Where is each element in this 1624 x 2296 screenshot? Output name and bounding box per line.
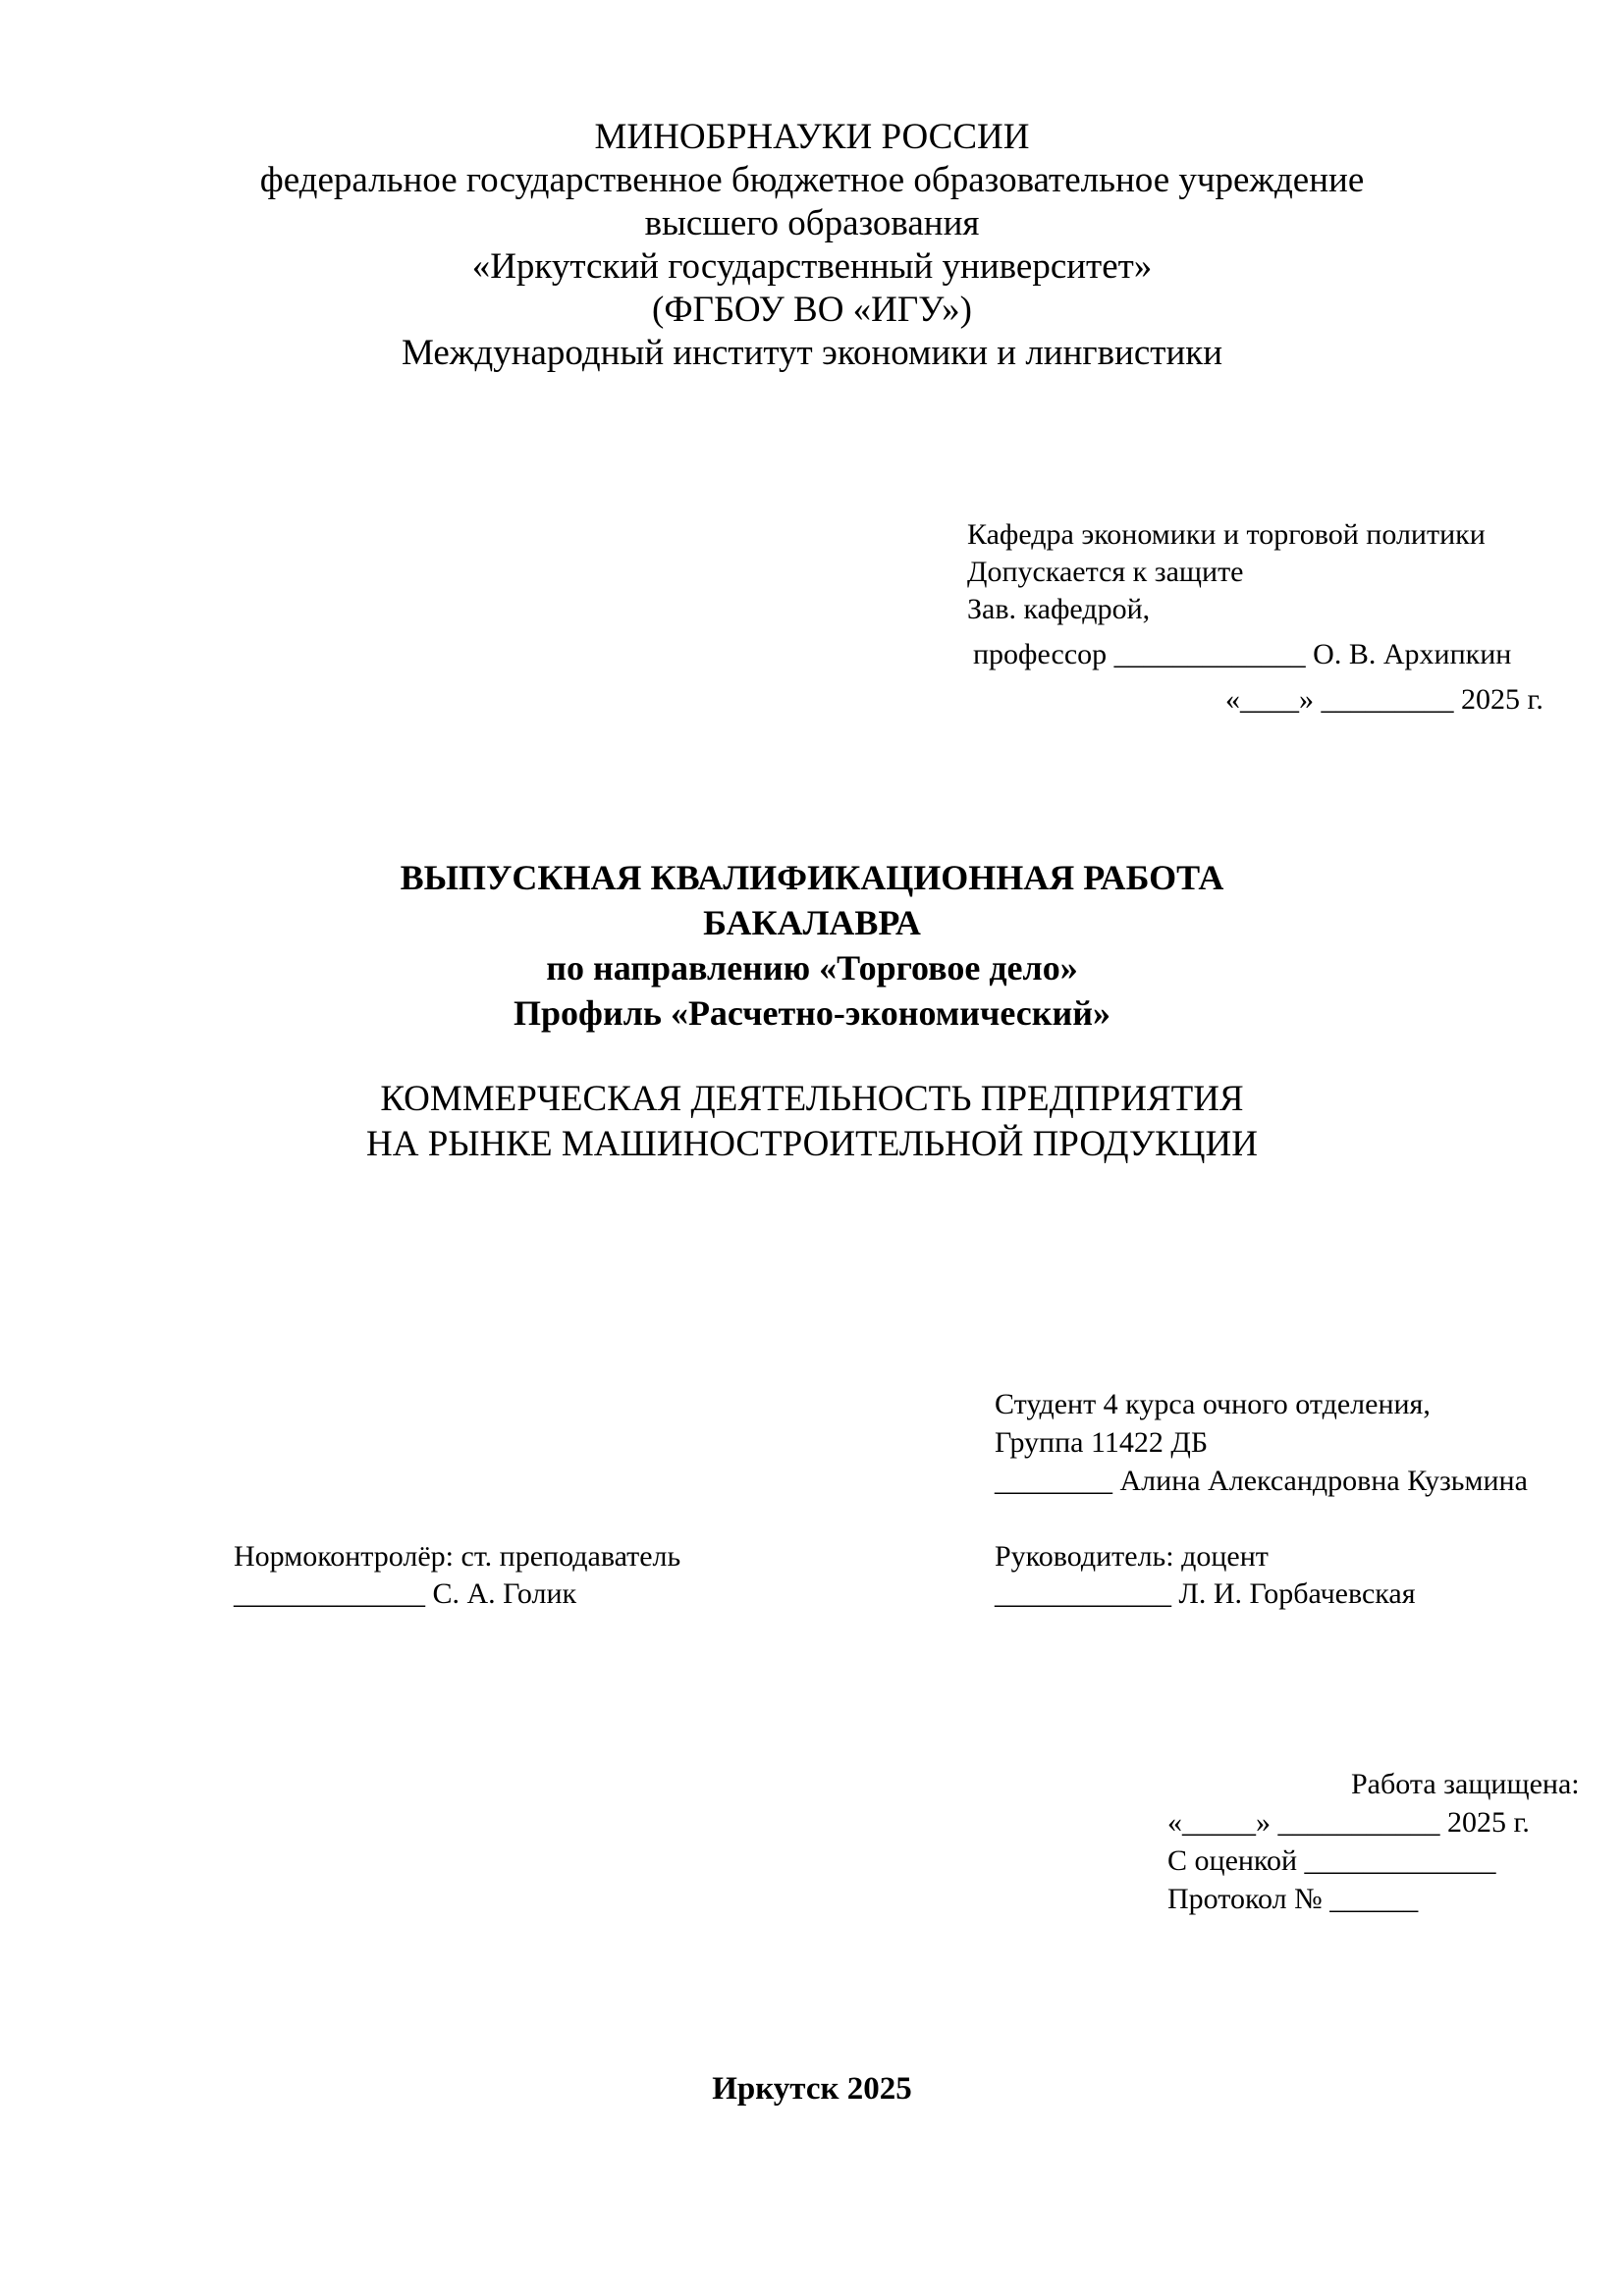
department-name: Кафедра экономики и торговой политики bbox=[967, 518, 1486, 551]
defense-status: Работа защищена: bbox=[1351, 1768, 1580, 1800]
professor-signature-line: профессор _____________ О. В. Архипкин bbox=[973, 638, 1512, 670]
topic-line-2: НА РЫНКЕ МАШИНОСТРОИТЕЛЬНОЙ ПРОДУКЦИИ bbox=[366, 1124, 1258, 1164]
admitted-to-defense: Допускается к защите bbox=[967, 556, 1244, 588]
direction-title: по направлению «Торговое дело» bbox=[546, 948, 1078, 988]
defense-grade-line: С оценкой _____________ bbox=[1167, 1844, 1496, 1877]
topic-line-1: КОММЕРЧЕСКАЯ ДЕЯТЕЛЬНОСТЬ ПРЕДПРИЯТИЯ bbox=[380, 1079, 1244, 1119]
institution-type: федеральное государственное бюджетное образовательное учреждение bbox=[259, 160, 1365, 200]
degree-title: БАКАЛАВРА bbox=[703, 903, 921, 942]
normcontroller-signature-line: _____________ С. А. Голик bbox=[234, 1577, 577, 1610]
defense-date-line: «_____» ___________ 2025 г. bbox=[1167, 1806, 1530, 1839]
work-type-title: ВЫПУСКНАЯ КВАЛИФИКАЦИОННАЯ РАБОТА bbox=[400, 858, 1224, 897]
approval-date-line: «____» _________ 2025 г. bbox=[1225, 683, 1543, 716]
normcontroller-title: Нормоконтролёр: ст. преподаватель bbox=[234, 1540, 681, 1573]
ministry-name: МИНОБРНАУКИ РОССИИ bbox=[594, 117, 1030, 157]
student-group: Группа 11422 ДБ bbox=[995, 1426, 1209, 1459]
education-level: высшего образования bbox=[644, 203, 980, 243]
supervisor-signature-line: ____________ Л. И. Горбачевская bbox=[995, 1577, 1416, 1610]
student-signature-line: ________ Алина Александровна Кузьмина bbox=[995, 1465, 1528, 1497]
profile-title: Профиль «Расчетно-экономический» bbox=[514, 993, 1110, 1033]
university-name: «Иркутский государственный университет» bbox=[471, 246, 1153, 287]
city-year: Иркутск 2025 bbox=[712, 2071, 912, 2107]
defense-protocol-line: Протокол № ______ bbox=[1167, 1883, 1419, 1915]
supervisor-title: Руководитель: доцент bbox=[995, 1540, 1269, 1573]
student-course: Студент 4 курса очного отделения, bbox=[995, 1388, 1431, 1420]
head-of-department: Зав. кафедрой, bbox=[967, 593, 1151, 625]
university-abbreviation: (ФГБОУ ВО «ИГУ») bbox=[652, 290, 972, 330]
institute-name: Международный институт экономики и лингвистики bbox=[401, 333, 1223, 373]
